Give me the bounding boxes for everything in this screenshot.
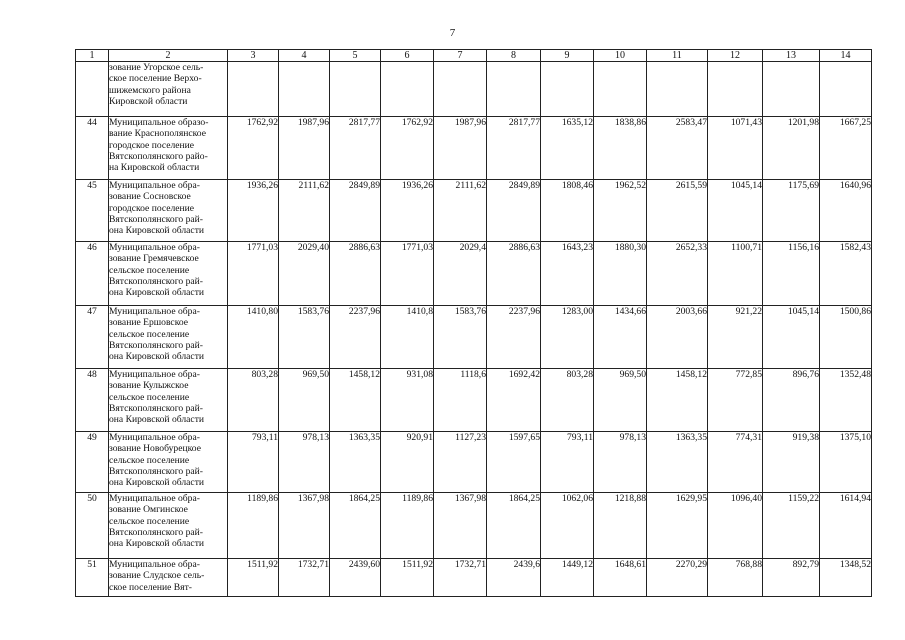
value-cell: 1640,96 [820, 180, 872, 242]
value-cell: 2111,62 [279, 180, 330, 242]
value-cell: 1864,25 [330, 493, 381, 559]
name-line: Вятскополянского рай- [109, 402, 203, 414]
value-cell: 892,79 [763, 559, 820, 597]
value-cell: 1434,66 [594, 306, 647, 369]
name-line: вание Краснополянское [109, 128, 206, 140]
value-cell [381, 62, 434, 117]
row-number: 46 [76, 242, 109, 306]
value-cell: 1511,92 [228, 559, 279, 597]
value-cell: 1283,00 [541, 306, 594, 369]
value-cell: 2439,6 [487, 559, 541, 597]
value-cell: 1189,86 [381, 493, 434, 559]
name-line: она Кировской области [109, 477, 205, 489]
row-number: 49 [76, 432, 109, 493]
column-header: 13 [763, 50, 820, 62]
value-cell: 803,28 [541, 369, 594, 432]
column-header: 8 [487, 50, 541, 62]
value-cell: 1449,12 [541, 559, 594, 597]
value-cell: 978,13 [279, 432, 330, 493]
value-cell: 921,22 [708, 306, 763, 369]
value-cell [820, 62, 872, 117]
municipality-name [109, 493, 228, 559]
value-cell: 1771,03 [381, 242, 434, 306]
name-line: она Кировской области [109, 538, 205, 550]
row-number: 50 [76, 493, 109, 559]
name-line: зование Гремячевское [109, 253, 199, 265]
tariff-table [75, 49, 872, 597]
name-line: зование Новобурецкое [109, 443, 201, 455]
column-header: 9 [541, 50, 594, 62]
name-line: зование Угорское сель- [109, 62, 204, 73]
value-cell: 919,38 [763, 432, 820, 493]
value-cell: 2111,62 [434, 180, 487, 242]
value-cell [487, 62, 541, 117]
value-cell: 1218,88 [594, 493, 647, 559]
value-cell: 1175,69 [763, 180, 820, 242]
municipality-name [109, 242, 228, 306]
value-cell: 2237,96 [487, 306, 541, 369]
value-cell: 2886,63 [487, 242, 541, 306]
value-cell: 1458,12 [647, 369, 708, 432]
value-cell: 1880,30 [594, 242, 647, 306]
value-cell: 1100,71 [708, 242, 763, 306]
value-cell: 1410,8 [381, 306, 434, 369]
name-line: Вятскополянского райо- [109, 150, 208, 162]
value-cell: 2029,4 [434, 242, 487, 306]
value-cell: 1987,96 [434, 117, 487, 180]
name-line: сельское поселение [109, 515, 190, 527]
name-line: Вятскополянского рай- [109, 213, 203, 225]
name-line: Муниципальное обра- [109, 369, 200, 380]
value-cell: 1936,26 [381, 180, 434, 242]
table-row [76, 62, 872, 117]
table-row [76, 117, 872, 180]
value-cell: 1352,48 [820, 369, 872, 432]
value-cell [228, 62, 279, 117]
column-header: 5 [330, 50, 381, 62]
value-cell: 896,76 [763, 369, 820, 432]
value-cell: 1629,95 [647, 493, 708, 559]
value-cell: 1987,96 [279, 117, 330, 180]
municipality-name [109, 306, 228, 369]
table-row [76, 559, 872, 597]
table-row [76, 180, 872, 242]
value-cell: 931,08 [381, 369, 434, 432]
value-cell: 1635,12 [541, 117, 594, 180]
value-cell: 2003,66 [647, 306, 708, 369]
value-cell: 978,13 [594, 432, 647, 493]
value-cell: 2583,47 [647, 117, 708, 180]
value-cell [708, 62, 763, 117]
value-cell: 774,31 [708, 432, 763, 493]
column-header: 11 [647, 50, 708, 62]
name-line: Кировской области [109, 95, 188, 107]
value-cell: 2439,60 [330, 559, 381, 597]
value-cell [434, 62, 487, 117]
name-line: зование Кулыжское [109, 380, 189, 392]
row-number [76, 62, 109, 117]
value-cell: 1348,52 [820, 559, 872, 597]
column-header: 14 [820, 50, 872, 62]
name-line: Муниципальное обра- [109, 180, 200, 191]
municipality-name [109, 369, 228, 432]
value-cell: 803,28 [228, 369, 279, 432]
column-header: 1 [76, 50, 109, 62]
table-header-row [76, 50, 872, 62]
column-header: 12 [708, 50, 763, 62]
name-line: Муниципальное обра- [109, 242, 200, 253]
value-cell: 1118,6 [434, 369, 487, 432]
value-cell [541, 62, 594, 117]
value-cell: 1771,03 [228, 242, 279, 306]
name-line: Муниципальное обра- [109, 306, 200, 317]
value-cell: 1458,12 [330, 369, 381, 432]
value-cell [330, 62, 381, 117]
row-number: 51 [76, 559, 109, 597]
row-number: 45 [76, 180, 109, 242]
value-cell: 1189,86 [228, 493, 279, 559]
value-cell [647, 62, 708, 117]
name-line: зование Сосновское [109, 191, 191, 203]
value-cell: 1500,86 [820, 306, 872, 369]
value-cell: 1692,42 [487, 369, 541, 432]
value-cell: 793,11 [541, 432, 594, 493]
name-line: зование Слудское сель- [109, 570, 205, 582]
value-cell: 2849,89 [330, 180, 381, 242]
value-cell: 1808,46 [541, 180, 594, 242]
name-line: Вятскополянского рай- [109, 275, 203, 287]
name-line: городское поселение [109, 139, 195, 151]
value-cell [763, 62, 820, 117]
municipality-name [109, 180, 228, 242]
value-cell: 2652,33 [647, 242, 708, 306]
column-header: 2 [109, 50, 228, 62]
value-cell: 1363,35 [330, 432, 381, 493]
value-cell: 2817,77 [487, 117, 541, 180]
name-line: на Кировской области [109, 162, 200, 174]
value-cell [279, 62, 330, 117]
column-header: 4 [279, 50, 330, 62]
table-row [76, 432, 872, 493]
value-cell [594, 62, 647, 117]
name-line: она Кировской области [109, 225, 205, 237]
value-cell: 1962,52 [594, 180, 647, 242]
name-line: Муниципальное образо- [109, 117, 209, 128]
value-cell: 1045,14 [763, 306, 820, 369]
value-cell: 1375,10 [820, 432, 872, 493]
value-cell: 1864,25 [487, 493, 541, 559]
value-cell: 2237,96 [330, 306, 381, 369]
column-header: 7 [434, 50, 487, 62]
value-cell: 2849,89 [487, 180, 541, 242]
municipality-name [109, 559, 228, 597]
value-cell: 1648,61 [594, 559, 647, 597]
column-header: 10 [594, 50, 647, 62]
name-line: зование Ершовское [109, 317, 189, 329]
value-cell: 969,50 [279, 369, 330, 432]
value-cell: 1762,92 [381, 117, 434, 180]
value-cell: 2886,63 [330, 242, 381, 306]
name-line: Муниципальное обра- [109, 493, 200, 504]
name-line: Муниципальное обра- [109, 559, 200, 570]
row-number: 44 [76, 117, 109, 180]
name-line: Вятскополянского рай- [109, 465, 203, 477]
value-cell: 1071,43 [708, 117, 763, 180]
name-line: Муниципальное обра- [109, 432, 200, 443]
value-cell: 1667,25 [820, 117, 872, 180]
municipality-name [109, 62, 228, 117]
value-cell: 2615,59 [647, 180, 708, 242]
value-cell: 1410,80 [228, 306, 279, 369]
name-line: городское поселение [109, 202, 195, 214]
value-cell: 2817,77 [330, 117, 381, 180]
row-number: 47 [76, 306, 109, 369]
value-cell: 1045,14 [708, 180, 763, 242]
table-row [76, 493, 872, 559]
municipality-name [109, 432, 228, 493]
value-cell: 1762,92 [228, 117, 279, 180]
value-cell: 1127,23 [434, 432, 487, 493]
value-cell: 1838,86 [594, 117, 647, 180]
value-cell: 1614,94 [820, 493, 872, 559]
value-cell: 1363,35 [647, 432, 708, 493]
name-line: сельское поселение [109, 391, 190, 403]
value-cell: 1201,98 [763, 117, 820, 180]
value-cell: 1582,43 [820, 242, 872, 306]
row-number: 48 [76, 369, 109, 432]
table-row [76, 242, 872, 306]
value-cell: 1156,16 [763, 242, 820, 306]
value-cell: 772,85 [708, 369, 763, 432]
name-line: ское поселение Вят- [109, 581, 192, 593]
value-cell: 1936,26 [228, 180, 279, 242]
value-cell: 2029,40 [279, 242, 330, 306]
table-row [76, 369, 872, 432]
value-cell: 768,88 [708, 559, 763, 597]
name-line: ское поселение Верхо- [109, 73, 202, 85]
name-line: сельское поселение [109, 328, 190, 340]
value-cell: 1159,22 [763, 493, 820, 559]
column-header: 6 [381, 50, 434, 62]
name-line: Вятскополянского рай- [109, 339, 203, 351]
name-line: она Кировской области [109, 351, 205, 363]
value-cell: 1732,71 [434, 559, 487, 597]
municipality-name [109, 117, 228, 180]
table-row [76, 306, 872, 369]
value-cell: 1367,98 [279, 493, 330, 559]
value-cell: 1096,40 [708, 493, 763, 559]
name-line: сельское поселение [109, 454, 190, 466]
page-number: 7 [449, 27, 456, 39]
value-cell: 1511,92 [381, 559, 434, 597]
name-line: шижемского района [109, 84, 191, 96]
name-line: она Кировской области [109, 287, 205, 299]
name-line: Вятскополянского рай- [109, 526, 203, 538]
value-cell: 2270,29 [647, 559, 708, 597]
name-line: зование Омгинское [109, 504, 188, 516]
value-cell: 793,11 [228, 432, 279, 493]
value-cell: 1583,76 [434, 306, 487, 369]
value-cell: 1732,71 [279, 559, 330, 597]
value-cell: 1062,06 [541, 493, 594, 559]
name-line: она Кировской области [109, 414, 205, 426]
name-line: сельское поселение [109, 264, 190, 276]
column-header: 3 [228, 50, 279, 62]
value-cell: 969,50 [594, 369, 647, 432]
value-cell: 1597,65 [487, 432, 541, 493]
value-cell: 1643,23 [541, 242, 594, 306]
value-cell: 920,91 [381, 432, 434, 493]
value-cell: 1367,98 [434, 493, 487, 559]
value-cell: 1583,76 [279, 306, 330, 369]
